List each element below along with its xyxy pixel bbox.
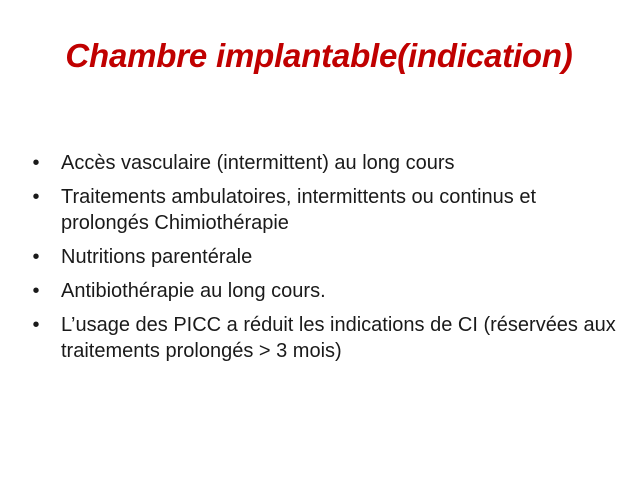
bullet-text: Nutritions parentérale: [61, 246, 253, 268]
bullet-item: [25, 184, 625, 236]
bullet-dot-icon: •: [32, 246, 40, 268]
bullet-dot-icon: •: [32, 314, 40, 336]
bullet-dot-icon: •: [32, 280, 40, 302]
bullet-list: [25, 150, 625, 372]
bullet-item: [25, 244, 625, 270]
bullet-text: Accès vasculaire (intermittent) au long cours: [61, 152, 455, 174]
bullet-text: L’usage des PICC a réduit les indications de CI (réservées aux traitements prolongés > 3 mois): [61, 314, 616, 362]
bullet-item: [25, 312, 625, 364]
slide-title: Chambre implantable(indication): [65, 37, 573, 74]
bullet-item: [25, 278, 625, 304]
bullet-item: [25, 150, 625, 176]
bullet-dot-icon: •: [32, 186, 40, 208]
bullet-text: Antibiothérapie au long cours.: [61, 280, 326, 302]
bullet-text: Traitements ambulatoires, intermittents ou continus et prolongés Chimiothérapie: [61, 186, 537, 234]
bullet-dot-icon: •: [32, 152, 40, 174]
